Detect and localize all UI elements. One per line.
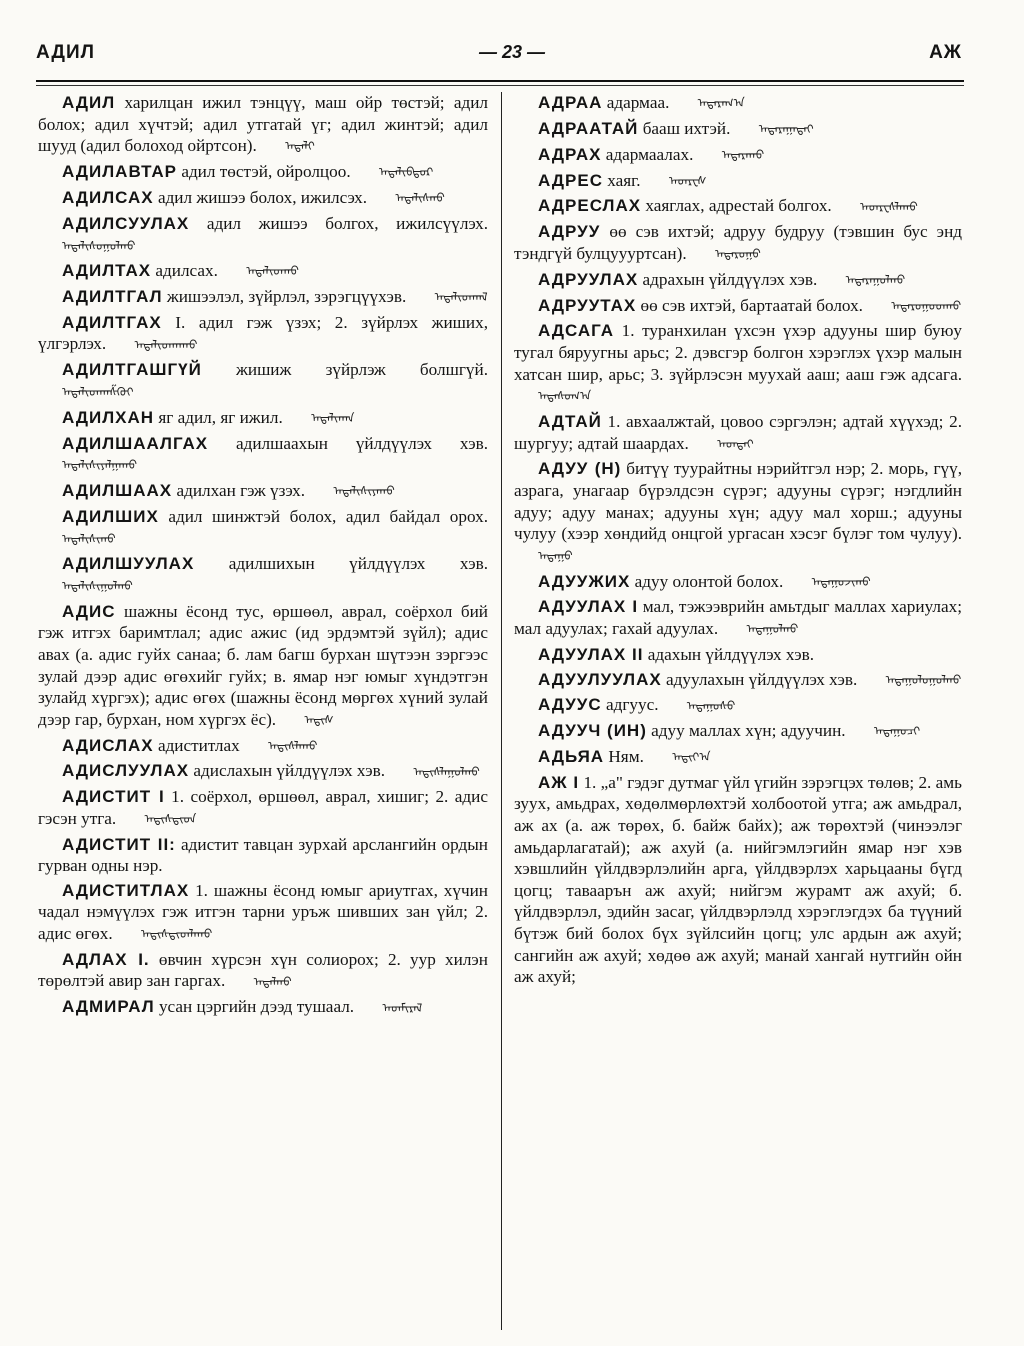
dictionary-entry xyxy=(38,187,488,210)
dictionary-entry xyxy=(38,312,488,356)
mongolian-script-form: ᠠᠳᠠᠭᠤᠯᠬᠤ xyxy=(746,622,799,637)
entry-definition: мал, тэжээврийн амьтдыг маллах хариулах; мал адуулах; гахай адуулах. xyxy=(514,597,962,639)
dictionary-entry xyxy=(38,260,488,283)
entry-definition: 1. соёрхол, өршөөл, аврал, хишиг; 2. адис гэсэн утга. xyxy=(38,787,488,828)
dictionary-entry xyxy=(38,880,488,946)
mongolian-script-form: ᠠᠳᠠᠷᠠᠬᠤ xyxy=(721,147,765,162)
entry-headword: АЖ I xyxy=(538,772,580,792)
entry-definition: яг адил, яг ижил. xyxy=(158,407,283,427)
entry-headword: АДУУЛУУЛАХ xyxy=(538,669,662,689)
mongolian-script-form: ᠠᠳᠠᠯᠬᠤ xyxy=(253,974,292,989)
entry-definition: хаяг. xyxy=(607,170,641,190)
mongolian-script-form: ᠠᠳᠠᠯᠢᠳᠬᠠᠯ xyxy=(434,290,488,305)
mongolian-script-form: ᠠᠳᠢᠶ᠎ᠠ xyxy=(672,750,711,765)
entry-definition: адилшихын үйлдүүлэх хэв. xyxy=(228,554,488,574)
dictionary-entry xyxy=(38,407,488,430)
entry-definition: адилшаахын үйлдүүлэх хэв. xyxy=(235,433,488,453)
entry-headword: АДРЕСЛАХ xyxy=(538,196,642,216)
mongolian-script-form: ᠠᠳᠠᠷᠠᠭᠠᠲᠠᠢ xyxy=(758,122,814,137)
entry-headword: АДРУУЛАХ xyxy=(538,269,639,289)
entry-definition: адармаалах. xyxy=(605,144,694,164)
entry-headword: АДИЛСАХ xyxy=(62,187,154,207)
entry-definition: 1. шажны ёсонд юмыг ариутгах, хүчин чадал нэмүүлэх гэж итгэн тарни уръж шивших зан үйл; 2. адис өгөх. xyxy=(38,880,489,944)
mongolian-script-form: ᠠᠳᠠᠷᠠᠭᠤᠯᠬᠤ xyxy=(845,272,906,287)
page-header xyxy=(36,42,962,78)
dictionary-entry xyxy=(38,286,488,309)
dictionary-entry xyxy=(514,295,962,318)
entry-headword: АДУУС xyxy=(538,695,602,715)
mongolian-script-form: ᠠᠳᠷᠧᠰᠯᠠᠬᠤ xyxy=(860,199,918,214)
entry-definition: харилцан ижил тэнцүү, маш ойр төстэй; адил болох; адил хүчтэй; адил утгатай үг; адил жинтэй; адил шууд (адил болоход ойртсон). xyxy=(38,93,489,156)
entry-definition: адуулахын үйлдүүлэх хэв. xyxy=(666,669,858,689)
entry-headword: АДРУУТАХ xyxy=(538,295,637,315)
entry-definition: жишээлэл, зүйрлэл, зэрэгцүүхэв. xyxy=(166,287,407,306)
entry-headword: АДУУЖИХ xyxy=(538,571,631,591)
entry-headword: АДИЛШААЛГАХ xyxy=(62,433,209,453)
dictionary-entry xyxy=(38,161,488,184)
entry-definition: адармаа. xyxy=(606,93,670,112)
entry-definition: адахын үйлдүүлэх хэв. xyxy=(647,644,815,664)
left-column xyxy=(38,92,488,1022)
mongolian-script-form: ᠠᠳᠠᠷᠤᠭᠤ xyxy=(714,247,761,262)
dictionary-entry xyxy=(38,433,488,477)
dictionary-entry xyxy=(514,571,962,594)
entry-definition: өө сэв ихтэй; адруу будруу (тэвшин бус энд тэндгүй булцуууртсан). xyxy=(514,222,963,263)
entry-headword: АДУУЛАХ I xyxy=(538,597,639,617)
entry-definition: усан цэргийн дээд тушаал. xyxy=(158,997,355,1017)
mongolian-script-form: ᠠᠳᠠᠯᠢᠰᠬᠤ xyxy=(395,191,445,206)
entry-headword: АДРУУ xyxy=(538,222,601,242)
entry-headword: АДСАГА xyxy=(538,321,614,341)
entry-headword: АДРАХ xyxy=(538,144,602,164)
mongolian-script-form: ᠠᠳᠷᠧᠰ xyxy=(668,173,707,188)
mongolian-script-form: ᠠᠳᠢᠰᠯᠠᠭᠤᠯᠬᠤ xyxy=(413,764,480,779)
dictionary-entry xyxy=(38,996,488,1019)
dictionary-entry xyxy=(38,359,488,403)
entry-headword: АДРАА xyxy=(538,93,603,112)
entry-definition: жишиж зүйрлэж болшгүй. xyxy=(236,360,488,380)
mongolian-script-form: ᠠᠳᠢᠰᠯᠠᠬᠤ xyxy=(268,738,318,753)
dictionary-entry xyxy=(514,772,962,988)
dictionary-entry xyxy=(38,786,488,830)
entry-headword: АДУУЧ (ИН) xyxy=(538,721,647,741)
mongolian-script-form: ᠠᠳᠠᠯᠢᠰᠢᠬᠤ xyxy=(62,531,116,546)
entry-definition: битүү туурайтны нэрийтгэл нэр; 2. морь, гүү, азрага, унагаар бүрэлдсэн сүрэг; адууны сүрэг; нэгдлийн адуу; адуу манах; адууны хүн; адуу мал хорш.; адууны чулуу (хээр хөндийд онцгой ургасан хэсэг бүлэг том чулуу). xyxy=(514,459,962,544)
dictionary-entry xyxy=(38,92,488,158)
entry-definition: өө сэв ихтэй, бартаатай болох. xyxy=(640,295,863,315)
entry-headword: АДИЛХАН xyxy=(62,407,155,427)
entry-headword: АДМИРАЛ xyxy=(62,997,155,1017)
dictionary-entry xyxy=(38,834,488,877)
entry-definition: I. адил гэж үзэх; 2. зүйрлэх жиших, үлгэрлэх. xyxy=(38,312,489,354)
entry-headword: АДИЛСУУЛАХ xyxy=(62,213,190,233)
mongolian-script-form: ᠠᠳᠮᠢᠷᠠᠯ xyxy=(382,1000,423,1015)
entry-definition: адилсах. xyxy=(155,261,218,281)
entry-headword: АДИС xyxy=(62,601,116,621)
mongolian-script-form: ᠠᠳᠢᠰᠲᠢᠳ xyxy=(144,812,197,827)
entry-definition: өвчин хүрсэн хүн солиорох; 2. уур хилэн төрөлтэй авир зан гаргах. xyxy=(38,949,488,991)
entry-definition: адилхан гэж үзэх. xyxy=(176,481,306,500)
mongolian-script-form: ᠠᠳᠢᠰᠲᠢᠳᠯᠠᠬᠤ xyxy=(140,927,213,942)
dictionary-entry xyxy=(514,746,962,769)
entry-headword: АДИЛТГАЛ xyxy=(62,287,163,306)
dictionary-entry xyxy=(514,92,962,115)
dictionary-entry xyxy=(38,213,488,257)
mongolian-script-form: ᠠᠳᠠᠭᠤᠰᠤ xyxy=(686,698,736,713)
entry-definition: шажны ёсонд тус, өршөөл, аврал, соёрхол бий гэж итгэх баримтлал; адис ажис (ид эрдэмтэй зүйл); адис авах (а. адис гуйх санаа; б. лам багш бурхан шүтээн зэргээс зулай дээр адис өгөхийг гуйх; в. ямар нэг юмыг хүндэтгэн зулайд хүргэх); адис өгөх (шажны ёсонд мөргөх хүний зулай дээр гар, бурхан, ном хүргэх ёс). xyxy=(38,601,489,729)
entry-headword: АДИЛШУУЛАХ xyxy=(62,554,195,574)
mongolian-script-form: ᠠᠳᠠᠯᠢᠰᠢᠶᠠᠬᠤ xyxy=(333,484,395,499)
dictionary-entry xyxy=(38,601,488,732)
entry-headword: АДТАЙ xyxy=(538,411,602,431)
dictionary-entry xyxy=(514,144,962,167)
entry-headword: АДИЛШААХ xyxy=(62,481,173,500)
mongolian-script-form: ᠠᠳᠠᠯᠢᠪᠲᠤᠷ xyxy=(378,165,434,180)
dictionary-entry xyxy=(38,480,488,503)
dictionary-entry xyxy=(514,221,962,265)
entry-definition: адил жишээ болох, ижилсэх. xyxy=(157,187,368,207)
entry-definition: адрахын үйлдүүлэх хэв. xyxy=(642,269,818,289)
dictionary-entry xyxy=(514,411,962,455)
entry-definition: адуу олонтой болох. xyxy=(634,571,784,591)
entry-headword: АДЛАХ I. xyxy=(62,949,150,969)
mongolian-script-form: ᠠᠳᠠᠯᠢᠬᠠᠨ xyxy=(311,410,355,425)
entry-headword: АДУУ (Н) xyxy=(538,459,622,479)
header-right-guideword: АЖ xyxy=(929,42,962,63)
dictionary-entry xyxy=(514,118,962,141)
mongolian-script-form: ᠠᠳᠠᠯᠢᠰᠤᠭᠤᠯᠬᠤ xyxy=(62,238,136,253)
entry-headword: АДИЛТГАШГҮЙ xyxy=(62,360,202,380)
entry-definition: адил жишээ болгох, ижилсүүлэх. xyxy=(206,213,488,233)
entry-headword: АДРААТАЙ xyxy=(538,118,639,138)
dictionary-entry xyxy=(38,949,488,993)
entry-headword: АДИЛШИХ xyxy=(62,506,159,526)
header-left-guideword: АДИЛ xyxy=(36,42,95,63)
mongolian-script-form: ᠠᠳᠠᠯᠢᠳᠬᠠᠱᠭᠦᠢ xyxy=(62,385,134,400)
dictionary-entry xyxy=(514,720,962,743)
entry-definition: хаяглах, адрестай болгох. xyxy=(645,196,832,216)
mongolian-script-form: ᠠᠳᠠᠷᠠᠭ᠎ᠠ xyxy=(697,96,745,111)
entry-headword: АДИЛТГАХ xyxy=(62,312,162,332)
entry-definition: 1. авхаалжтай, цовоо сэргэлэн; адтай хүүхэд; 2. шургуу; адтай шаардах. xyxy=(514,411,962,453)
entry-definition: адил төстэй, ойролцоо. xyxy=(181,162,351,182)
entry-headword: АДЬЯА xyxy=(538,747,605,767)
dictionary-entry xyxy=(514,694,962,717)
entry-definition: 1. „а" гэдэг дутмаг үйл үгийн зэрэгцэх төлөв; 2. амь зуух, амьдрах, хөдөлмөрлөхтэй холбоотой утга; аж амьдрал, аж ах (а. аж төрөх, б. байж байх); аж төрөхтэй (чинээлэг амьдарлагатай); аж ахуй (а. нийгэмлэгийн ямар нэг хэв хэвшлийн үйлдвэрлэлийн арга, үйлдвэрлэх харьцааны бүгд цогц; таваарън аж ахуй; нийгэм журамт аж ахуй; б. үйлдвэрлэл, эдийн засаг, үйлдвэрлэлд хэрэглэгдэх ба түүний бүтэж бий болох бүх зүйлсийн цогц; улс ардын аж ахуй; сангийн аж ахуй; хөдөө аж ахуй; манай хангай нутгийн ойн аж ахуй; xyxy=(514,772,962,987)
entry-definition: 1. туранхилан үхсэн үхэр адууны шир буюу тугал бяруугны арьс; 2. дэвсгэр болгон хэрэглэх үхэр малын хатсан шир, арьс; 3. зүйрлэсэн муухай ааш; ааш гэж адсага. xyxy=(514,321,963,384)
dictionary-entry xyxy=(38,506,488,550)
entry-definition: адислахын үйлдүүлэх хэв. xyxy=(193,761,386,781)
column-divider xyxy=(501,92,502,1330)
right-column xyxy=(514,92,962,991)
dictionary-entry xyxy=(514,596,962,640)
entry-headword: АДРЕС xyxy=(538,170,603,190)
mongolian-script-form: ᠠᠳᠠᠭᠤᠴᠢ xyxy=(873,724,921,739)
dictionary-entry xyxy=(514,170,962,193)
dictionary-entry xyxy=(38,760,488,783)
dictionary-entry xyxy=(38,735,488,758)
mongolian-script-form: ᠠᠳᠠᠯᠢᠰᠢᠶᠠᠯᠭᠠᠬᠤ xyxy=(62,458,138,473)
page-number: — 23 — xyxy=(479,42,546,62)
mongolian-script-form: ᠠᠳᠲᠠᠢ xyxy=(717,436,754,451)
mongolian-script-form: ᠠᠳᠠᠭᠤᠯᠤᠭᠤᠯᠬᠤ xyxy=(885,672,962,687)
dictionary-entry xyxy=(514,195,962,218)
entry-headword: АДИСТИТ II: xyxy=(62,834,176,854)
entry-definition: адуу маллах хүн; адуучин. xyxy=(651,721,846,741)
dictionary-entry xyxy=(514,669,962,692)
dictionary-entry xyxy=(514,269,962,292)
entry-definition: адиститлах xyxy=(157,735,240,755)
dictionary-entry xyxy=(38,553,488,597)
entry-definition: адгуус. xyxy=(605,695,659,715)
mongolian-script-form: ᠠᠳᠠᠭᠤ xyxy=(538,549,573,564)
dictionary-entry xyxy=(514,458,962,567)
dictionary-entry xyxy=(514,320,962,408)
mongolian-script-form: ᠠᠳᠢᠰ xyxy=(304,712,334,727)
mongolian-script-form: ᠠᠳᠠᠯᠢᠳᠬᠠᠬᠤ xyxy=(134,337,198,352)
mongolian-script-form: ᠠᠳᠠᠰᠤᠭ᠎ᠠ xyxy=(538,389,592,404)
mongolian-script-form: ᠠᠳᠠᠯᠢ xyxy=(285,139,315,154)
mongolian-script-form: ᠠᠳᠠᠭᠤᠵᠢᠬᠤ xyxy=(811,574,871,589)
mongolian-script-form: ᠠᠳᠠᠯᠢᠰᠢᠭᠤᠯᠬᠤ xyxy=(62,579,133,594)
entry-headword: АДИСЛАХ xyxy=(62,735,154,755)
entry-headword: АДИСЛУУЛАХ xyxy=(62,761,190,781)
mongolian-script-form: ᠠᠳᠠᠷᠤᠭᠤᠳᠬᠤ xyxy=(891,298,962,313)
entry-definition: адистит тавцан зурхай арслангийн ордын гурван одны нэр. xyxy=(38,834,488,876)
entry-definition: Ням. xyxy=(608,747,644,767)
mongolian-script-form: ᠠᠳᠠᠯᠢᠳᠬᠤ xyxy=(246,264,299,279)
entry-headword: АДУУЛАХ II xyxy=(538,644,644,664)
entry-headword: АДИСТИТЛАХ xyxy=(62,880,190,900)
entry-headword: АДИЛТАХ xyxy=(62,261,152,281)
entry-headword: АДИЛАВТАР xyxy=(62,162,178,182)
header-rule xyxy=(36,80,964,82)
dictionary-entry xyxy=(514,644,962,666)
entry-definition: адил шинжтэй болох, адил байдал орох. xyxy=(168,506,489,526)
entry-headword: АДИЛ xyxy=(62,93,116,112)
entry-definition: бааш ихтэй. xyxy=(642,118,731,138)
entry-headword: АДИСТИТ I xyxy=(62,787,165,807)
